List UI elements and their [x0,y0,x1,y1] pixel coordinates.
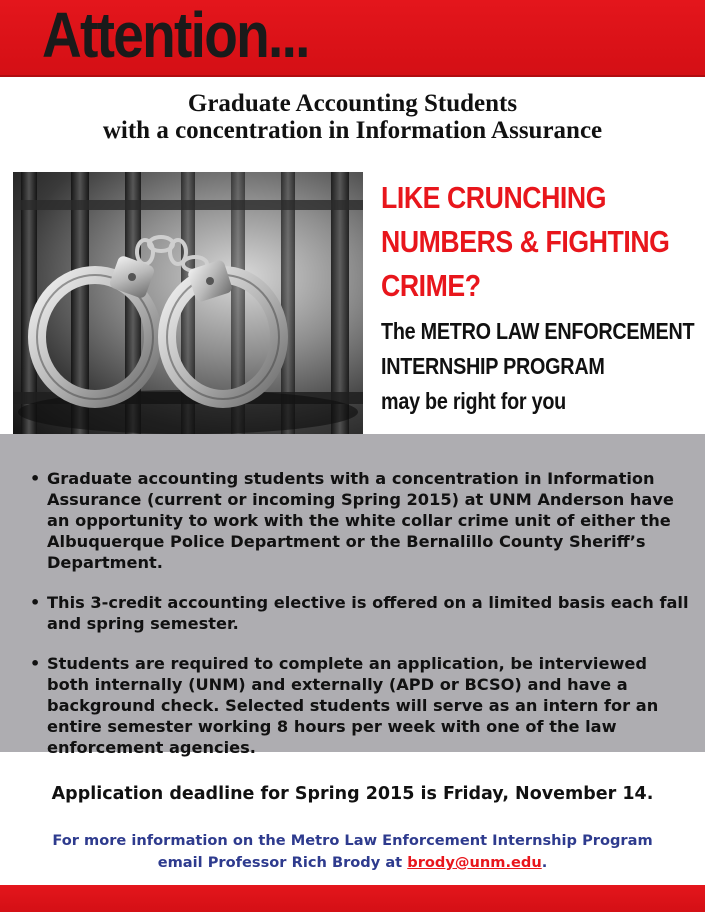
info-email-prefix: email Professor Rich Brody at [157,854,408,871]
info-line-1: For more information on the Metro Law Enforcement Internship Program [52,832,653,849]
subtitle-line-1: Graduate Accounting Students [187,90,518,117]
bullet-item [30,468,690,573]
bullet-text: Graduate accounting students with a concentration in Information Assurance (current or incoming Spring 2015) at UNM Anderson have an opportunity to work with the white collar crime unit of either the Albuquerque Police Department or the Bernalillo County Sheriff’s Department. [47,469,674,572]
headline-line-3: CRIME? [381,268,481,303]
program-line-2: INTERNSHIP PROGRAM [381,353,605,379]
bullet-text: Students are required to complete an application, be interviewed both internally (UNM) and externally (APD or BCSO) and have a background check. Selected students will serve as an intern for an entire semester working 8 hours per week with one of the law enforcement agencies. [47,654,659,757]
program-line-3: may be right for you [381,388,566,414]
bullet-item [30,653,690,758]
contact-info [0,830,705,874]
details-bullet-list [30,468,690,777]
top-red-banner [0,0,705,77]
program-tagline [381,314,694,419]
bullet-dot: • [30,469,41,488]
handcuffs-illustration [13,172,363,434]
program-line-1: The METRO LAW ENFORCEMENT [381,318,695,344]
bottom-red-banner [0,885,705,912]
subtitle-line-2: with a concentration in Information Assurance [102,117,603,144]
handcuffs-jail-photo [13,172,363,434]
bullet-dot: • [30,593,41,612]
headline-line-2: NUMBERS & FIGHTING [381,224,670,259]
headline-line-1: LIKE CRUNCHING [381,180,607,215]
bullet-text: This 3-credit accounting elective is offered on a limited basis each fall and spring semester. [47,593,689,633]
bullet-dot: • [30,654,41,673]
application-deadline: Application deadline for Spring 2015 is Friday, November 14. [51,784,654,804]
crime-headline [381,176,669,308]
audience-subtitle [0,90,705,144]
info-line-2 [0,852,705,874]
info-email-suffix: . [541,854,548,871]
email-link[interactable]: brody@unm.edu [407,854,542,871]
bullet-item [30,592,690,634]
attention-title: Attention... [42,0,309,71]
